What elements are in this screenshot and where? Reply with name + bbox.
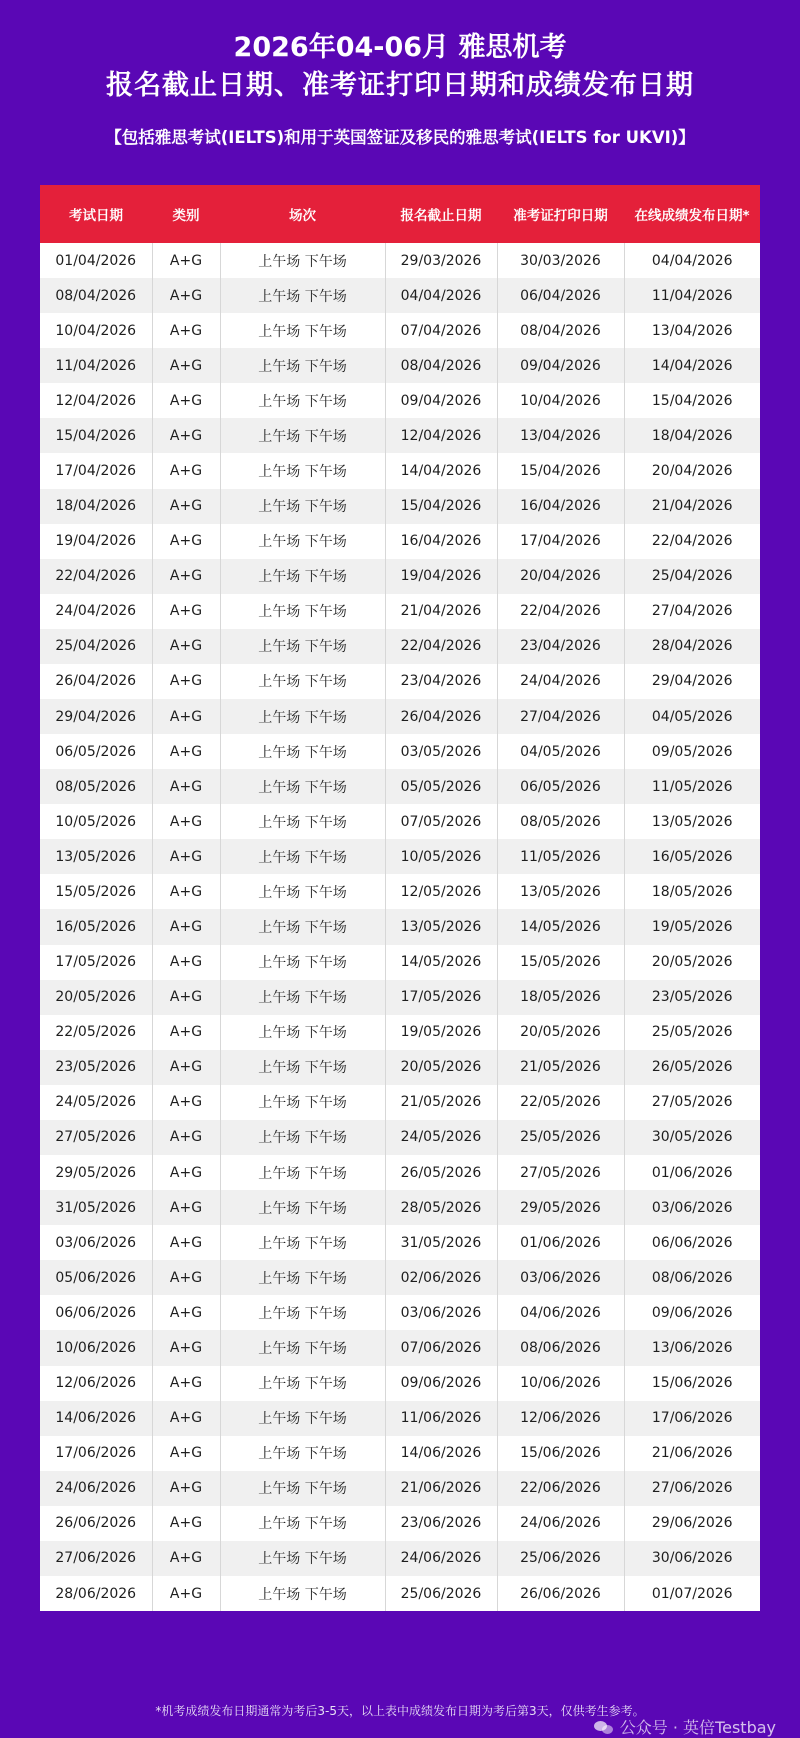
table-row bbox=[40, 453, 760, 488]
result-release-date-cell: 18/05/2026 bbox=[624, 874, 760, 909]
result-release-date-cell: 01/07/2026 bbox=[624, 1576, 760, 1611]
session-cell: 上午场 下午场 bbox=[220, 524, 385, 559]
session-cell: 上午场 下午场 bbox=[220, 489, 385, 524]
session-cell: 上午场 下午场 bbox=[220, 418, 385, 453]
category-cell: A+G bbox=[152, 945, 220, 980]
category-cell: A+G bbox=[152, 524, 220, 559]
session-cell: 上午场 下午场 bbox=[220, 839, 385, 874]
admission-print-date-cell: 04/06/2026 bbox=[497, 1295, 624, 1330]
exam-date-cell: 13/05/2026 bbox=[40, 839, 152, 874]
table-row bbox=[40, 804, 760, 839]
table-row bbox=[40, 664, 760, 699]
session-cell: 上午场 下午场 bbox=[220, 1471, 385, 1506]
category-cell: A+G bbox=[152, 1366, 220, 1401]
registration-deadline-cell: 21/04/2026 bbox=[385, 594, 497, 629]
table-row bbox=[40, 945, 760, 980]
exam-date-cell: 27/05/2026 bbox=[40, 1120, 152, 1155]
session-cell: 上午场 下午场 bbox=[220, 945, 385, 980]
admission-print-date-cell: 21/05/2026 bbox=[497, 1050, 624, 1085]
admission-print-date-cell: 17/04/2026 bbox=[497, 524, 624, 559]
session-cell: 上午场 下午场 bbox=[220, 980, 385, 1015]
category-cell: A+G bbox=[152, 1225, 220, 1260]
exam-date-cell: 11/04/2026 bbox=[40, 348, 152, 383]
table-row bbox=[40, 1576, 760, 1611]
exam-date-cell: 15/05/2026 bbox=[40, 874, 152, 909]
session-cell: 上午场 下午场 bbox=[220, 734, 385, 769]
table-row bbox=[40, 1085, 760, 1120]
registration-deadline-cell: 09/04/2026 bbox=[385, 383, 497, 418]
schedule-table bbox=[40, 185, 760, 1611]
result-release-date-cell: 30/05/2026 bbox=[624, 1120, 760, 1155]
result-release-date-cell: 30/06/2026 bbox=[624, 1541, 760, 1576]
category-cell: A+G bbox=[152, 839, 220, 874]
registration-deadline-cell: 20/05/2026 bbox=[385, 1050, 497, 1085]
category-cell: A+G bbox=[152, 1120, 220, 1155]
table-row bbox=[40, 734, 760, 769]
table-row bbox=[40, 313, 760, 348]
registration-deadline-cell: 14/04/2026 bbox=[385, 453, 497, 488]
session-cell: 上午场 下午场 bbox=[220, 1260, 385, 1295]
result-release-date-cell: 28/04/2026 bbox=[624, 629, 760, 664]
registration-deadline-cell: 03/06/2026 bbox=[385, 1295, 497, 1330]
table-row bbox=[40, 383, 760, 418]
registration-deadline-cell: 11/06/2026 bbox=[385, 1401, 497, 1436]
table-row bbox=[40, 1190, 760, 1225]
admission-print-date-cell: 24/06/2026 bbox=[497, 1506, 624, 1541]
registration-deadline-cell: 23/06/2026 bbox=[385, 1506, 497, 1541]
result-release-date-cell: 20/04/2026 bbox=[624, 453, 760, 488]
category-cell: A+G bbox=[152, 874, 220, 909]
watermark bbox=[594, 1718, 776, 1738]
exam-date-cell: 15/04/2026 bbox=[40, 418, 152, 453]
registration-deadline-cell: 14/05/2026 bbox=[385, 945, 497, 980]
result-release-date-cell: 23/05/2026 bbox=[624, 980, 760, 1015]
table-row bbox=[40, 348, 760, 383]
result-release-date-cell: 21/06/2026 bbox=[624, 1436, 760, 1471]
table-row bbox=[40, 524, 760, 559]
category-cell: A+G bbox=[152, 1471, 220, 1506]
column-header: 考试日期 bbox=[40, 185, 152, 243]
admission-print-date-cell: 08/04/2026 bbox=[497, 313, 624, 348]
result-release-date-cell: 06/06/2026 bbox=[624, 1225, 760, 1260]
admission-print-date-cell: 10/04/2026 bbox=[497, 383, 624, 418]
category-cell: A+G bbox=[152, 348, 220, 383]
admission-print-date-cell: 13/04/2026 bbox=[497, 418, 624, 453]
exam-date-cell: 18/04/2026 bbox=[40, 489, 152, 524]
result-release-date-cell: 09/06/2026 bbox=[624, 1295, 760, 1330]
registration-deadline-cell: 03/05/2026 bbox=[385, 734, 497, 769]
exam-date-cell: 27/06/2026 bbox=[40, 1541, 152, 1576]
admission-print-date-cell: 12/06/2026 bbox=[497, 1401, 624, 1436]
result-release-date-cell: 09/05/2026 bbox=[624, 734, 760, 769]
category-cell: A+G bbox=[152, 594, 220, 629]
category-cell: A+G bbox=[152, 453, 220, 488]
exam-date-cell: 14/06/2026 bbox=[40, 1401, 152, 1436]
category-cell: A+G bbox=[152, 1401, 220, 1436]
category-cell: A+G bbox=[152, 1330, 220, 1365]
exam-date-cell: 05/06/2026 bbox=[40, 1260, 152, 1295]
session-cell: 上午场 下午场 bbox=[220, 278, 385, 313]
category-cell: A+G bbox=[152, 980, 220, 1015]
column-header: 在线成绩发布日期* bbox=[624, 185, 760, 243]
session-cell: 上午场 下午场 bbox=[220, 1015, 385, 1050]
category-cell: A+G bbox=[152, 769, 220, 804]
registration-deadline-cell: 24/05/2026 bbox=[385, 1120, 497, 1155]
exam-date-cell: 31/05/2026 bbox=[40, 1190, 152, 1225]
exam-date-cell: 25/04/2026 bbox=[40, 629, 152, 664]
registration-deadline-cell: 05/05/2026 bbox=[385, 769, 497, 804]
admission-print-date-cell: 30/03/2026 bbox=[497, 243, 624, 278]
result-release-date-cell: 29/04/2026 bbox=[624, 664, 760, 699]
category-cell: A+G bbox=[152, 1576, 220, 1611]
title-line-1: 2026年04-06月 雅思机考 bbox=[233, 32, 567, 63]
admission-print-date-cell: 15/04/2026 bbox=[497, 453, 624, 488]
table-row bbox=[40, 1471, 760, 1506]
result-release-date-cell: 15/04/2026 bbox=[624, 383, 760, 418]
category-cell: A+G bbox=[152, 909, 220, 944]
registration-deadline-cell: 15/04/2026 bbox=[385, 489, 497, 524]
session-cell: 上午场 下午场 bbox=[220, 1050, 385, 1085]
registration-deadline-cell: 21/06/2026 bbox=[385, 1471, 497, 1506]
table-row bbox=[40, 1506, 760, 1541]
table-row bbox=[40, 1330, 760, 1365]
registration-deadline-cell: 19/05/2026 bbox=[385, 1015, 497, 1050]
exam-date-cell: 08/04/2026 bbox=[40, 278, 152, 313]
exam-date-cell: 10/04/2026 bbox=[40, 313, 152, 348]
registration-deadline-cell: 29/03/2026 bbox=[385, 243, 497, 278]
session-cell: 上午场 下午场 bbox=[220, 383, 385, 418]
session-cell: 上午场 下午场 bbox=[220, 1120, 385, 1155]
admission-print-date-cell: 15/06/2026 bbox=[497, 1436, 624, 1471]
table-row bbox=[40, 769, 760, 804]
table-row bbox=[40, 559, 760, 594]
result-release-date-cell: 27/04/2026 bbox=[624, 594, 760, 629]
result-release-date-cell: 08/06/2026 bbox=[624, 1260, 760, 1295]
registration-deadline-cell: 09/06/2026 bbox=[385, 1366, 497, 1401]
result-release-date-cell: 18/04/2026 bbox=[624, 418, 760, 453]
admission-print-date-cell: 27/05/2026 bbox=[497, 1155, 624, 1190]
result-release-date-cell: 20/05/2026 bbox=[624, 945, 760, 980]
registration-deadline-cell: 25/06/2026 bbox=[385, 1576, 497, 1611]
result-release-date-cell: 11/05/2026 bbox=[624, 769, 760, 804]
registration-deadline-cell: 17/05/2026 bbox=[385, 980, 497, 1015]
registration-deadline-cell: 07/04/2026 bbox=[385, 313, 497, 348]
category-cell: A+G bbox=[152, 699, 220, 734]
table-row bbox=[40, 980, 760, 1015]
category-cell: A+G bbox=[152, 489, 220, 524]
page-title bbox=[0, 30, 800, 106]
column-header: 类别 bbox=[152, 185, 220, 243]
table-row bbox=[40, 874, 760, 909]
table-row bbox=[40, 1225, 760, 1260]
session-cell: 上午场 下午场 bbox=[220, 313, 385, 348]
category-cell: A+G bbox=[152, 1541, 220, 1576]
admission-print-date-cell: 16/04/2026 bbox=[497, 489, 624, 524]
result-release-date-cell: 22/04/2026 bbox=[624, 524, 760, 559]
registration-deadline-cell: 07/05/2026 bbox=[385, 804, 497, 839]
registration-deadline-cell: 10/05/2026 bbox=[385, 839, 497, 874]
admission-print-date-cell: 08/06/2026 bbox=[497, 1330, 624, 1365]
result-release-date-cell: 17/06/2026 bbox=[624, 1401, 760, 1436]
column-header: 准考证打印日期 bbox=[497, 185, 624, 243]
category-cell: A+G bbox=[152, 1155, 220, 1190]
category-cell: A+G bbox=[152, 1190, 220, 1225]
result-release-date-cell: 13/04/2026 bbox=[624, 313, 760, 348]
table-row bbox=[40, 243, 760, 278]
result-release-date-cell: 14/04/2026 bbox=[624, 348, 760, 383]
result-release-date-cell: 25/05/2026 bbox=[624, 1015, 760, 1050]
session-cell: 上午场 下午场 bbox=[220, 453, 385, 488]
admission-print-date-cell: 18/05/2026 bbox=[497, 980, 624, 1015]
result-release-date-cell: 03/06/2026 bbox=[624, 1190, 760, 1225]
footnote: *机考成绩发布日期通常为考后3-5天，以上表中成绩发布日期为考后第3天，仅供考生参考。 bbox=[155, 1704, 645, 1718]
session-cell: 上午场 下午场 bbox=[220, 804, 385, 839]
table-row bbox=[40, 1366, 760, 1401]
schedule-table-container bbox=[40, 185, 760, 1611]
category-cell: A+G bbox=[152, 664, 220, 699]
wechat-icon bbox=[594, 1720, 614, 1736]
exam-date-cell: 24/05/2026 bbox=[40, 1085, 152, 1120]
result-release-date-cell: 04/04/2026 bbox=[624, 243, 760, 278]
category-cell: A+G bbox=[152, 1015, 220, 1050]
session-cell: 上午场 下午场 bbox=[220, 1330, 385, 1365]
admission-print-date-cell: 10/06/2026 bbox=[497, 1366, 624, 1401]
exam-date-cell: 06/06/2026 bbox=[40, 1295, 152, 1330]
admission-print-date-cell: 06/05/2026 bbox=[497, 769, 624, 804]
admission-print-date-cell: 23/04/2026 bbox=[497, 629, 624, 664]
result-release-date-cell: 27/05/2026 bbox=[624, 1085, 760, 1120]
exam-date-cell: 23/05/2026 bbox=[40, 1050, 152, 1085]
result-release-date-cell: 29/06/2026 bbox=[624, 1506, 760, 1541]
table-row bbox=[40, 1050, 760, 1085]
category-cell: A+G bbox=[152, 1506, 220, 1541]
registration-deadline-cell: 14/06/2026 bbox=[385, 1436, 497, 1471]
session-cell: 上午场 下午场 bbox=[220, 629, 385, 664]
result-release-date-cell: 27/06/2026 bbox=[624, 1471, 760, 1506]
exam-date-cell: 19/04/2026 bbox=[40, 524, 152, 559]
admission-print-date-cell: 01/06/2026 bbox=[497, 1225, 624, 1260]
admission-print-date-cell: 25/06/2026 bbox=[497, 1541, 624, 1576]
table-row bbox=[40, 1120, 760, 1155]
admission-print-date-cell: 26/06/2026 bbox=[497, 1576, 624, 1611]
table-row bbox=[40, 1260, 760, 1295]
session-cell: 上午场 下午场 bbox=[220, 1155, 385, 1190]
exam-date-cell: 06/05/2026 bbox=[40, 734, 152, 769]
registration-deadline-cell: 04/04/2026 bbox=[385, 278, 497, 313]
exam-date-cell: 17/06/2026 bbox=[40, 1436, 152, 1471]
table-row bbox=[40, 839, 760, 874]
exam-date-cell: 20/05/2026 bbox=[40, 980, 152, 1015]
registration-deadline-cell: 24/06/2026 bbox=[385, 1541, 497, 1576]
category-cell: A+G bbox=[152, 313, 220, 348]
exam-date-cell: 28/06/2026 bbox=[40, 1576, 152, 1611]
session-cell: 上午场 下午场 bbox=[220, 769, 385, 804]
category-cell: A+G bbox=[152, 383, 220, 418]
result-release-date-cell: 01/06/2026 bbox=[624, 1155, 760, 1190]
admission-print-date-cell: 20/05/2026 bbox=[497, 1015, 624, 1050]
exam-date-cell: 03/06/2026 bbox=[40, 1225, 152, 1260]
table-row bbox=[40, 909, 760, 944]
table-row bbox=[40, 489, 760, 524]
registration-deadline-cell: 02/06/2026 bbox=[385, 1260, 497, 1295]
admission-print-date-cell: 25/05/2026 bbox=[497, 1120, 624, 1155]
table-row bbox=[40, 1015, 760, 1050]
result-release-date-cell: 15/06/2026 bbox=[624, 1366, 760, 1401]
admission-print-date-cell: 24/04/2026 bbox=[497, 664, 624, 699]
session-cell: 上午场 下午场 bbox=[220, 1225, 385, 1260]
admission-print-date-cell: 22/06/2026 bbox=[497, 1471, 624, 1506]
table-row bbox=[40, 629, 760, 664]
category-cell: A+G bbox=[152, 1050, 220, 1085]
registration-deadline-cell: 23/04/2026 bbox=[385, 664, 497, 699]
registration-deadline-cell: 31/05/2026 bbox=[385, 1225, 497, 1260]
table-row bbox=[40, 594, 760, 629]
session-cell: 上午场 下午场 bbox=[220, 874, 385, 909]
result-release-date-cell: 26/05/2026 bbox=[624, 1050, 760, 1085]
admission-print-date-cell: 22/04/2026 bbox=[497, 594, 624, 629]
admission-print-date-cell: 27/04/2026 bbox=[497, 699, 624, 734]
registration-deadline-cell: 26/05/2026 bbox=[385, 1155, 497, 1190]
table-row bbox=[40, 278, 760, 313]
admission-print-date-cell: 15/05/2026 bbox=[497, 945, 624, 980]
category-cell: A+G bbox=[152, 1260, 220, 1295]
session-cell: 上午场 下午场 bbox=[220, 559, 385, 594]
exam-date-cell: 22/05/2026 bbox=[40, 1015, 152, 1050]
column-header: 报名截止日期 bbox=[385, 185, 497, 243]
session-cell: 上午场 下午场 bbox=[220, 1576, 385, 1611]
registration-deadline-cell: 07/06/2026 bbox=[385, 1330, 497, 1365]
session-cell: 上午场 下午场 bbox=[220, 1085, 385, 1120]
result-release-date-cell: 21/04/2026 bbox=[624, 489, 760, 524]
exam-date-cell: 29/04/2026 bbox=[40, 699, 152, 734]
result-release-date-cell: 04/05/2026 bbox=[624, 699, 760, 734]
registration-deadline-cell: 12/04/2026 bbox=[385, 418, 497, 453]
exam-date-cell: 22/04/2026 bbox=[40, 559, 152, 594]
admission-print-date-cell: 14/05/2026 bbox=[497, 909, 624, 944]
admission-print-date-cell: 20/04/2026 bbox=[497, 559, 624, 594]
session-cell: 上午场 下午场 bbox=[220, 1190, 385, 1225]
admission-print-date-cell: 04/05/2026 bbox=[497, 734, 624, 769]
admission-print-date-cell: 08/05/2026 bbox=[497, 804, 624, 839]
exam-date-cell: 26/04/2026 bbox=[40, 664, 152, 699]
category-cell: A+G bbox=[152, 629, 220, 664]
admission-print-date-cell: 11/05/2026 bbox=[497, 839, 624, 874]
exam-date-cell: 10/05/2026 bbox=[40, 804, 152, 839]
session-cell: 上午场 下午场 bbox=[220, 1401, 385, 1436]
session-cell: 上午场 下午场 bbox=[220, 909, 385, 944]
admission-print-date-cell: 06/04/2026 bbox=[497, 278, 624, 313]
session-cell: 上午场 下午场 bbox=[220, 594, 385, 629]
session-cell: 上午场 下午场 bbox=[220, 1436, 385, 1471]
registration-deadline-cell: 26/04/2026 bbox=[385, 699, 497, 734]
result-release-date-cell: 19/05/2026 bbox=[624, 909, 760, 944]
registration-deadline-cell: 19/04/2026 bbox=[385, 559, 497, 594]
session-cell: 上午场 下午场 bbox=[220, 1506, 385, 1541]
exam-date-cell: 17/04/2026 bbox=[40, 453, 152, 488]
exam-date-cell: 17/05/2026 bbox=[40, 945, 152, 980]
table-row bbox=[40, 1295, 760, 1330]
exam-date-cell: 29/05/2026 bbox=[40, 1155, 152, 1190]
table-row bbox=[40, 1401, 760, 1436]
exam-date-cell: 12/04/2026 bbox=[40, 383, 152, 418]
admission-print-date-cell: 29/05/2026 bbox=[497, 1190, 624, 1225]
category-cell: A+G bbox=[152, 559, 220, 594]
category-cell: A+G bbox=[152, 734, 220, 769]
title-line-2: 报名截止日期、准考证打印日期和成绩发布日期 bbox=[106, 70, 694, 101]
registration-deadline-cell: 08/04/2026 bbox=[385, 348, 497, 383]
session-cell: 上午场 下午场 bbox=[220, 1366, 385, 1401]
session-cell: 上午场 下午场 bbox=[220, 348, 385, 383]
watermark-text: 公众号 · 英倍Testbay bbox=[619, 1718, 776, 1737]
table-row bbox=[40, 418, 760, 453]
exam-date-cell: 10/06/2026 bbox=[40, 1330, 152, 1365]
session-cell: 上午场 下午场 bbox=[220, 243, 385, 278]
session-cell: 上午场 下午场 bbox=[220, 1541, 385, 1576]
result-release-date-cell: 13/05/2026 bbox=[624, 804, 760, 839]
column-header: 场次 bbox=[220, 185, 385, 243]
admission-print-date-cell: 03/06/2026 bbox=[497, 1260, 624, 1295]
result-release-date-cell: 16/05/2026 bbox=[624, 839, 760, 874]
table-row bbox=[40, 1541, 760, 1576]
category-cell: A+G bbox=[152, 418, 220, 453]
exam-date-cell: 01/04/2026 bbox=[40, 243, 152, 278]
table-header-row bbox=[40, 185, 760, 243]
result-release-date-cell: 13/06/2026 bbox=[624, 1330, 760, 1365]
registration-deadline-cell: 12/05/2026 bbox=[385, 874, 497, 909]
exam-date-cell: 24/04/2026 bbox=[40, 594, 152, 629]
category-cell: A+G bbox=[152, 278, 220, 313]
registration-deadline-cell: 16/04/2026 bbox=[385, 524, 497, 559]
registration-deadline-cell: 13/05/2026 bbox=[385, 909, 497, 944]
session-cell: 上午场 下午场 bbox=[220, 664, 385, 699]
result-release-date-cell: 11/04/2026 bbox=[624, 278, 760, 313]
admission-print-date-cell: 13/05/2026 bbox=[497, 874, 624, 909]
category-cell: A+G bbox=[152, 1085, 220, 1120]
result-release-date-cell: 25/04/2026 bbox=[624, 559, 760, 594]
table-row bbox=[40, 1155, 760, 1190]
subtitle: 【包括雅思考试(IELTS)和用于英国签证及移民的雅思考试(IELTS for UKVI)】 bbox=[105, 128, 695, 147]
registration-deadline-cell: 28/05/2026 bbox=[385, 1190, 497, 1225]
session-cell: 上午场 下午场 bbox=[220, 1295, 385, 1330]
category-cell: A+G bbox=[152, 243, 220, 278]
exam-date-cell: 26/06/2026 bbox=[40, 1506, 152, 1541]
category-cell: A+G bbox=[152, 1436, 220, 1471]
exam-date-cell: 24/06/2026 bbox=[40, 1471, 152, 1506]
exam-date-cell: 16/05/2026 bbox=[40, 909, 152, 944]
registration-deadline-cell: 22/04/2026 bbox=[385, 629, 497, 664]
table-row bbox=[40, 699, 760, 734]
admission-print-date-cell: 22/05/2026 bbox=[497, 1085, 624, 1120]
session-cell: 上午场 下午场 bbox=[220, 699, 385, 734]
exam-date-cell: 08/05/2026 bbox=[40, 769, 152, 804]
exam-date-cell: 12/06/2026 bbox=[40, 1366, 152, 1401]
registration-deadline-cell: 21/05/2026 bbox=[385, 1085, 497, 1120]
admission-print-date-cell: 09/04/2026 bbox=[497, 348, 624, 383]
category-cell: A+G bbox=[152, 804, 220, 839]
category-cell: A+G bbox=[152, 1295, 220, 1330]
table-body bbox=[40, 243, 760, 1611]
table-row bbox=[40, 1436, 760, 1471]
